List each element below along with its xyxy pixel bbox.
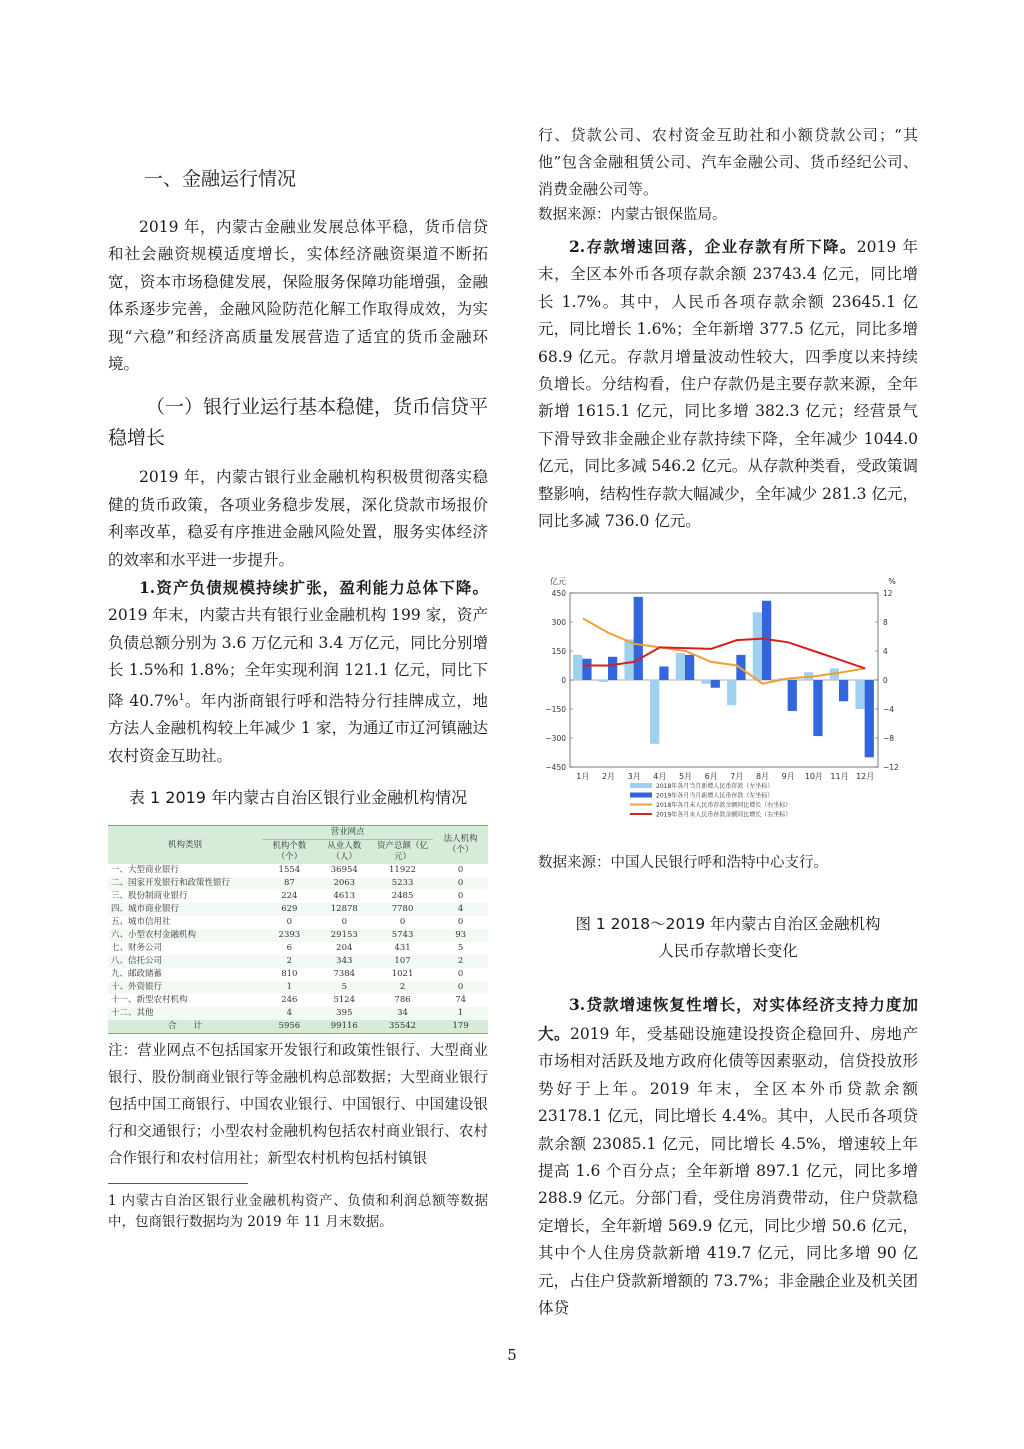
- bar-2018: [624, 640, 633, 681]
- figure-caption: [538, 911, 918, 965]
- table-row: [108, 877, 488, 890]
- table-cell-value: 810: [281, 969, 298, 980]
- table-cell-value: 786: [394, 995, 411, 1006]
- y-tick-label-left: 150: [551, 647, 566, 657]
- table-cell-value: 5956: [278, 1021, 301, 1032]
- table-header-assets: 资产总额（亿元）: [377, 841, 429, 863]
- paragraph-assets-heading: 1.资产负债规模持续扩张，盈利能力总体下降。: [139, 578, 488, 598]
- table-cell-value: 11922: [389, 865, 417, 876]
- table-cell-value: 7384: [333, 969, 356, 980]
- table-cell-value: 246: [281, 995, 298, 1006]
- table-cell-value: 629: [281, 904, 298, 915]
- table-cell-value: 0: [457, 865, 464, 876]
- figure-caption-line1: 图 1 2018～2019 年内蒙古自治区金融机构: [575, 915, 881, 934]
- x-tick-label: 5月: [678, 772, 693, 782]
- table-cell-value: 7780: [391, 904, 414, 915]
- bar-2018: [753, 613, 762, 681]
- left-column: [108, 160, 488, 1233]
- y-tick-label-right: −12: [883, 763, 899, 773]
- x-tick-label: 3月: [627, 772, 641, 782]
- table-cell-value: 224: [281, 891, 298, 902]
- table-cell-value: 35542: [389, 1021, 417, 1032]
- table-source: 数据来源：内蒙古银保监局。: [538, 207, 727, 223]
- table-cell-value: 1: [457, 1008, 464, 1019]
- table-cell-value: 99116: [330, 1021, 358, 1032]
- y-tick-label-left: −450: [545, 763, 566, 773]
- table-header-staff: 从业人数（人）: [327, 841, 362, 863]
- table-cell-value: 0: [399, 917, 406, 928]
- table-cell-value: 0: [457, 891, 464, 902]
- table-cell-value: 5233: [391, 878, 414, 889]
- table-cell-name: 一、大型商业银行: [111, 865, 180, 876]
- y-tick-label-left: 450: [551, 589, 566, 599]
- paragraph-assets: [108, 574, 488, 770]
- y-tick-label-right: −8: [883, 734, 895, 744]
- table-cell-value: 2: [399, 982, 406, 993]
- table-row: [108, 864, 488, 877]
- table-cell-value: 179: [452, 1021, 469, 1032]
- y-tick-label-right: −4: [883, 705, 895, 715]
- footnote-ref: 1: [178, 692, 185, 703]
- table-note: 注：营业网点不包括国家开发银行和政策性银行、大型商业银行、股份制商业银行等金融机构总部数据；大型商业银行包括中国工商银行、中国农业银行、中国银行、中国建设银行和交通银行；小型农村金融机构包括农村商业银行、农村合作银行和农村信用社；新型农村机构包括村镇银: [108, 1043, 488, 1168]
- table-cell-value: 4: [286, 1008, 293, 1019]
- table-cell-value: 5743: [391, 930, 414, 941]
- x-tick-label: 7月: [730, 772, 744, 782]
- table-cell-name: 七、财务公司: [111, 943, 163, 954]
- y-tick-label-right: 12: [883, 589, 893, 599]
- x-tick-label: 2月: [601, 772, 616, 782]
- table-cell-value: 4613: [333, 891, 356, 902]
- bar-2019: [711, 680, 720, 688]
- section-title: 一、金融运行情况: [144, 168, 297, 190]
- y-tick-label-right: 8: [883, 618, 888, 628]
- bar-2018: [650, 680, 659, 744]
- table-cell-value: 0: [457, 982, 464, 993]
- table-note-continued: 行、贷款公司、农村资金互助社和小额贷款公司；“其他”包含金融租赁公司、汽车金融公司、货币经纪公司、消费金融公司等。: [538, 126, 918, 198]
- table-cell-name: 十一、新型农村机构: [111, 995, 188, 1006]
- table-cell-value: 0: [457, 917, 464, 928]
- bar-2018: [676, 653, 685, 680]
- y-axis-left-label: 亿元: [550, 577, 566, 587]
- table-cell-name: 十、外资银行: [111, 982, 163, 993]
- paragraph-loans: [538, 991, 918, 1322]
- bar-2018: [855, 680, 864, 709]
- table-cell-value: 431: [394, 943, 411, 954]
- legend-entry: 2018年各月末人民币存款余额同比增长（右坐标）: [656, 802, 792, 810]
- bar-2019: [634, 597, 643, 680]
- table-cell-value: 5124: [333, 995, 356, 1006]
- table-cell-value: 12878: [330, 904, 358, 915]
- table-row: [108, 968, 488, 981]
- table-row: [108, 916, 488, 929]
- table-cell-value: 29153: [330, 930, 358, 941]
- x-tick-label: 6月: [704, 772, 718, 782]
- x-tick-label: 8月: [755, 772, 770, 782]
- table-cell-value: 1: [286, 982, 293, 993]
- table-cell-value: 0: [286, 917, 293, 928]
- table-cell-value: 6: [286, 943, 293, 954]
- table-cell-value: 1554: [278, 865, 301, 876]
- table-row: [108, 994, 488, 1007]
- table-cell-value: 395: [336, 1008, 353, 1019]
- table-row: [108, 955, 488, 968]
- paragraph-banking: 2019 年，内蒙古银行业金融机构积极贯彻落实稳健的货币政策，各项业务稳步发展，深化贷款市场报价利率改革，稳妥有序推进金融风险处置，服务实体经济的效率和水平进一步提升。: [108, 468, 488, 569]
- table-cell-value: 74: [455, 995, 467, 1006]
- legend-entry: 2018年各月当月新增人民币存款（左坐标）: [656, 783, 774, 791]
- institutions-table: [108, 825, 488, 1034]
- paragraph-assets-text-a: 2019 年末，内蒙古共有银行业金融机构 199 家，资产负债总额分别为 3.6 万亿元和 3.4 万亿元，同比分别增长 1.5%和 1.8%；全年实现利润 121.1 亿元，同比下降 40.7%: [108, 606, 488, 710]
- table-row: [108, 981, 488, 994]
- bar-2019: [608, 657, 617, 680]
- table-row: [108, 890, 488, 903]
- table-header-count: 机构个数（个）: [272, 841, 307, 863]
- table-row: [108, 942, 488, 955]
- table-cell-value: 5: [341, 982, 347, 993]
- table-header-legal: 法人机构（个）: [443, 834, 478, 856]
- y-tick-label-left: 300: [551, 618, 566, 628]
- y-tick-label-left: 0: [561, 676, 566, 686]
- table-row: [108, 903, 488, 916]
- table-cell-value: 107: [394, 956, 411, 967]
- table-cell-value: 2: [286, 956, 293, 967]
- y-tick-label-right: 4: [883, 647, 888, 657]
- table-cell-value: 2485: [391, 891, 414, 902]
- bar-2018: [599, 680, 608, 682]
- table-cell-value: 2393: [278, 930, 301, 941]
- legend-swatch: [630, 783, 652, 788]
- table-header-type: 机构类别: [167, 839, 202, 850]
- paragraph-deposits-text: 2019 年末，全区本外币各项存款余额 23743.4 亿元，同比增长 1.7%。其中，人民币各项存款余额 23645.1 亿元，同比增长 1.6%；全年新增 377.5 亿元，同比多增 68.9 亿元。存款月增量波动性较大，四季度以来持续负增长。分结构看，住户存款仍是主要存款来源，全年新增 1615.1 亿元，同比多增 382.3 亿元；经营景气下滑导致非金融企业存款持续下降，全年减少 1044.0 亿元，同比多减 546.2 亿元。从存款种类看，受政策调整影响，结构性存款大幅减少，全年减少 281.3 亿元，同比多减 736.0 亿元。: [538, 238, 918, 531]
- table-cell-name: 九、邮政储蓄: [111, 969, 163, 980]
- table-cell-value: 5: [457, 943, 464, 954]
- bar-2018: [573, 655, 582, 680]
- table-cell-value: 0: [457, 878, 464, 889]
- bar-2019: [788, 680, 797, 711]
- x-tick-label: 10月: [804, 772, 823, 782]
- y-tick-label-left: −300: [545, 734, 566, 744]
- paragraph-loans-heading: 3.贷款增速恢复性增长，对实体经济支持力度加大。: [538, 995, 918, 1043]
- bar-2019: [865, 680, 874, 757]
- x-tick-label: 1月: [576, 772, 590, 782]
- bar-2019: [582, 659, 591, 680]
- table-cell-name: 十二、其他: [111, 1008, 154, 1019]
- table-row: [108, 1007, 488, 1020]
- deposit-chart: [538, 571, 918, 841]
- page-number: 5: [507, 1346, 517, 1364]
- x-tick-label: 4月: [653, 772, 667, 782]
- footnote: 1 内蒙古自治区银行业金融机构资产、负债和利润总额等数据中，包商银行数据均为 2019 年 11 月末数据。: [108, 1191, 488, 1233]
- table-cell-name: 二、国家开发银行和政策性银行: [111, 878, 231, 889]
- figure-caption-line2: 人民币存款增长变化: [658, 942, 798, 961]
- table-cell-value: 204: [336, 943, 353, 954]
- table-cell-value: 2063: [333, 878, 356, 889]
- table-row: [108, 929, 488, 942]
- y-tick-label-left: −150: [545, 705, 566, 715]
- table-total-row: [108, 1020, 488, 1033]
- right-column: [538, 122, 918, 1322]
- table-cell-value: 93: [455, 930, 467, 941]
- table-cell-value: 34: [397, 1008, 408, 1019]
- table-header-outlets: 营业网点: [262, 826, 433, 840]
- bar-2018: [727, 680, 736, 705]
- legend-entry: 2019年各月末人民币存款余额同比增长（右坐标）: [656, 811, 792, 819]
- bar-2019: [813, 680, 822, 736]
- y-tick-label-right: 0: [883, 676, 888, 686]
- table-cell-name: 八、信托公司: [111, 956, 163, 967]
- table-cell-value: 0: [457, 969, 464, 980]
- table-cell-name: 四、城市商业银行: [111, 904, 180, 915]
- chart-source: 数据来源：中国人民银行呼和浩特中心支行。: [538, 855, 828, 872]
- bar-2019: [685, 655, 694, 680]
- legend-swatch: [630, 793, 652, 798]
- x-tick-label: 11月: [830, 772, 849, 782]
- table-cell-name: 合 计: [167, 1021, 202, 1032]
- paragraph-assets-text-b: 。年内浙商银行呼和浩特分行挂牌成立，地方法人金融机构较上年减少 1 家，为通辽市辽河镇融达农村资金互助社。: [108, 691, 488, 765]
- table-cell-value: 343: [336, 956, 353, 967]
- table-caption: 表 1 2019 年内蒙古自治区银行业金融机构情况: [128, 788, 468, 808]
- paragraph-loans-text: 2019 年，受基础设施建设投资企稳回升、房地产市场相对活跃及地方政府化债等因素驱动，信贷投放形势好于上年。2019 年末，全区本外币贷款余额 23178.1 亿元，同比增长 4.4%。其中，人民币各项贷款余额 23085.1 亿元，同比增长 4.5%，增速较上年提高 1.6 个百分点；全年新增 897.1 亿元，同比多增 288.9 亿元。分部门看，受住房消费带动，住户贷款稳定增长，全年新增 569.9 亿元，同比少增 50.6 亿元，其中个人住房贷款新增 419.7 亿元，同比多增 90 亿元，占住户贷款新增额的 73.7%；非金融企业及机关团体贷: [538, 1024, 918, 1317]
- paragraph-deposits-heading: 2.存款增速回落，企业存款有所下降。: [569, 237, 857, 256]
- table-cell-value: 36954: [330, 865, 358, 876]
- table-cell-value: 2: [457, 956, 464, 967]
- x-tick-label: 9月: [781, 772, 795, 782]
- table-cell-name: 六、小型农村金融机构: [111, 930, 197, 941]
- table-cell-name: 三、股份制商业银行: [111, 891, 188, 902]
- bar-2018: [701, 680, 710, 684]
- bar-2019: [659, 667, 668, 681]
- legend-entry: 2019年各月当月新增人民币存款（左坐标）: [656, 792, 774, 800]
- table-cell-value: 4: [457, 904, 464, 915]
- paragraph-deposits: [538, 233, 918, 535]
- subsection-title: （一）银行业运行基本稳健，货币信贷平稳增长: [108, 396, 489, 450]
- paragraph-overview: 2019 年，内蒙古金融业发展总体平稳，货币信贷和社会融资规模适度增长，实体经济融资渠道不断拓宽，资本市场稳健发展，保险服务保障功能增强，金融体系逐步完善，金融风险防范化解工作取得成效，为实现“六稳”和经济高质量发展营造了适宜的货币金融环境。: [108, 218, 488, 374]
- y-axis-right-label: %: [888, 577, 896, 587]
- bar-2019: [839, 680, 848, 701]
- table-cell-value: 0: [341, 917, 347, 928]
- table-cell-value: 1021: [391, 969, 414, 980]
- table-cell-value: 87: [283, 878, 295, 889]
- table-cell-name: 五、城市信用社: [111, 917, 171, 928]
- x-tick-label: 12月: [856, 772, 875, 782]
